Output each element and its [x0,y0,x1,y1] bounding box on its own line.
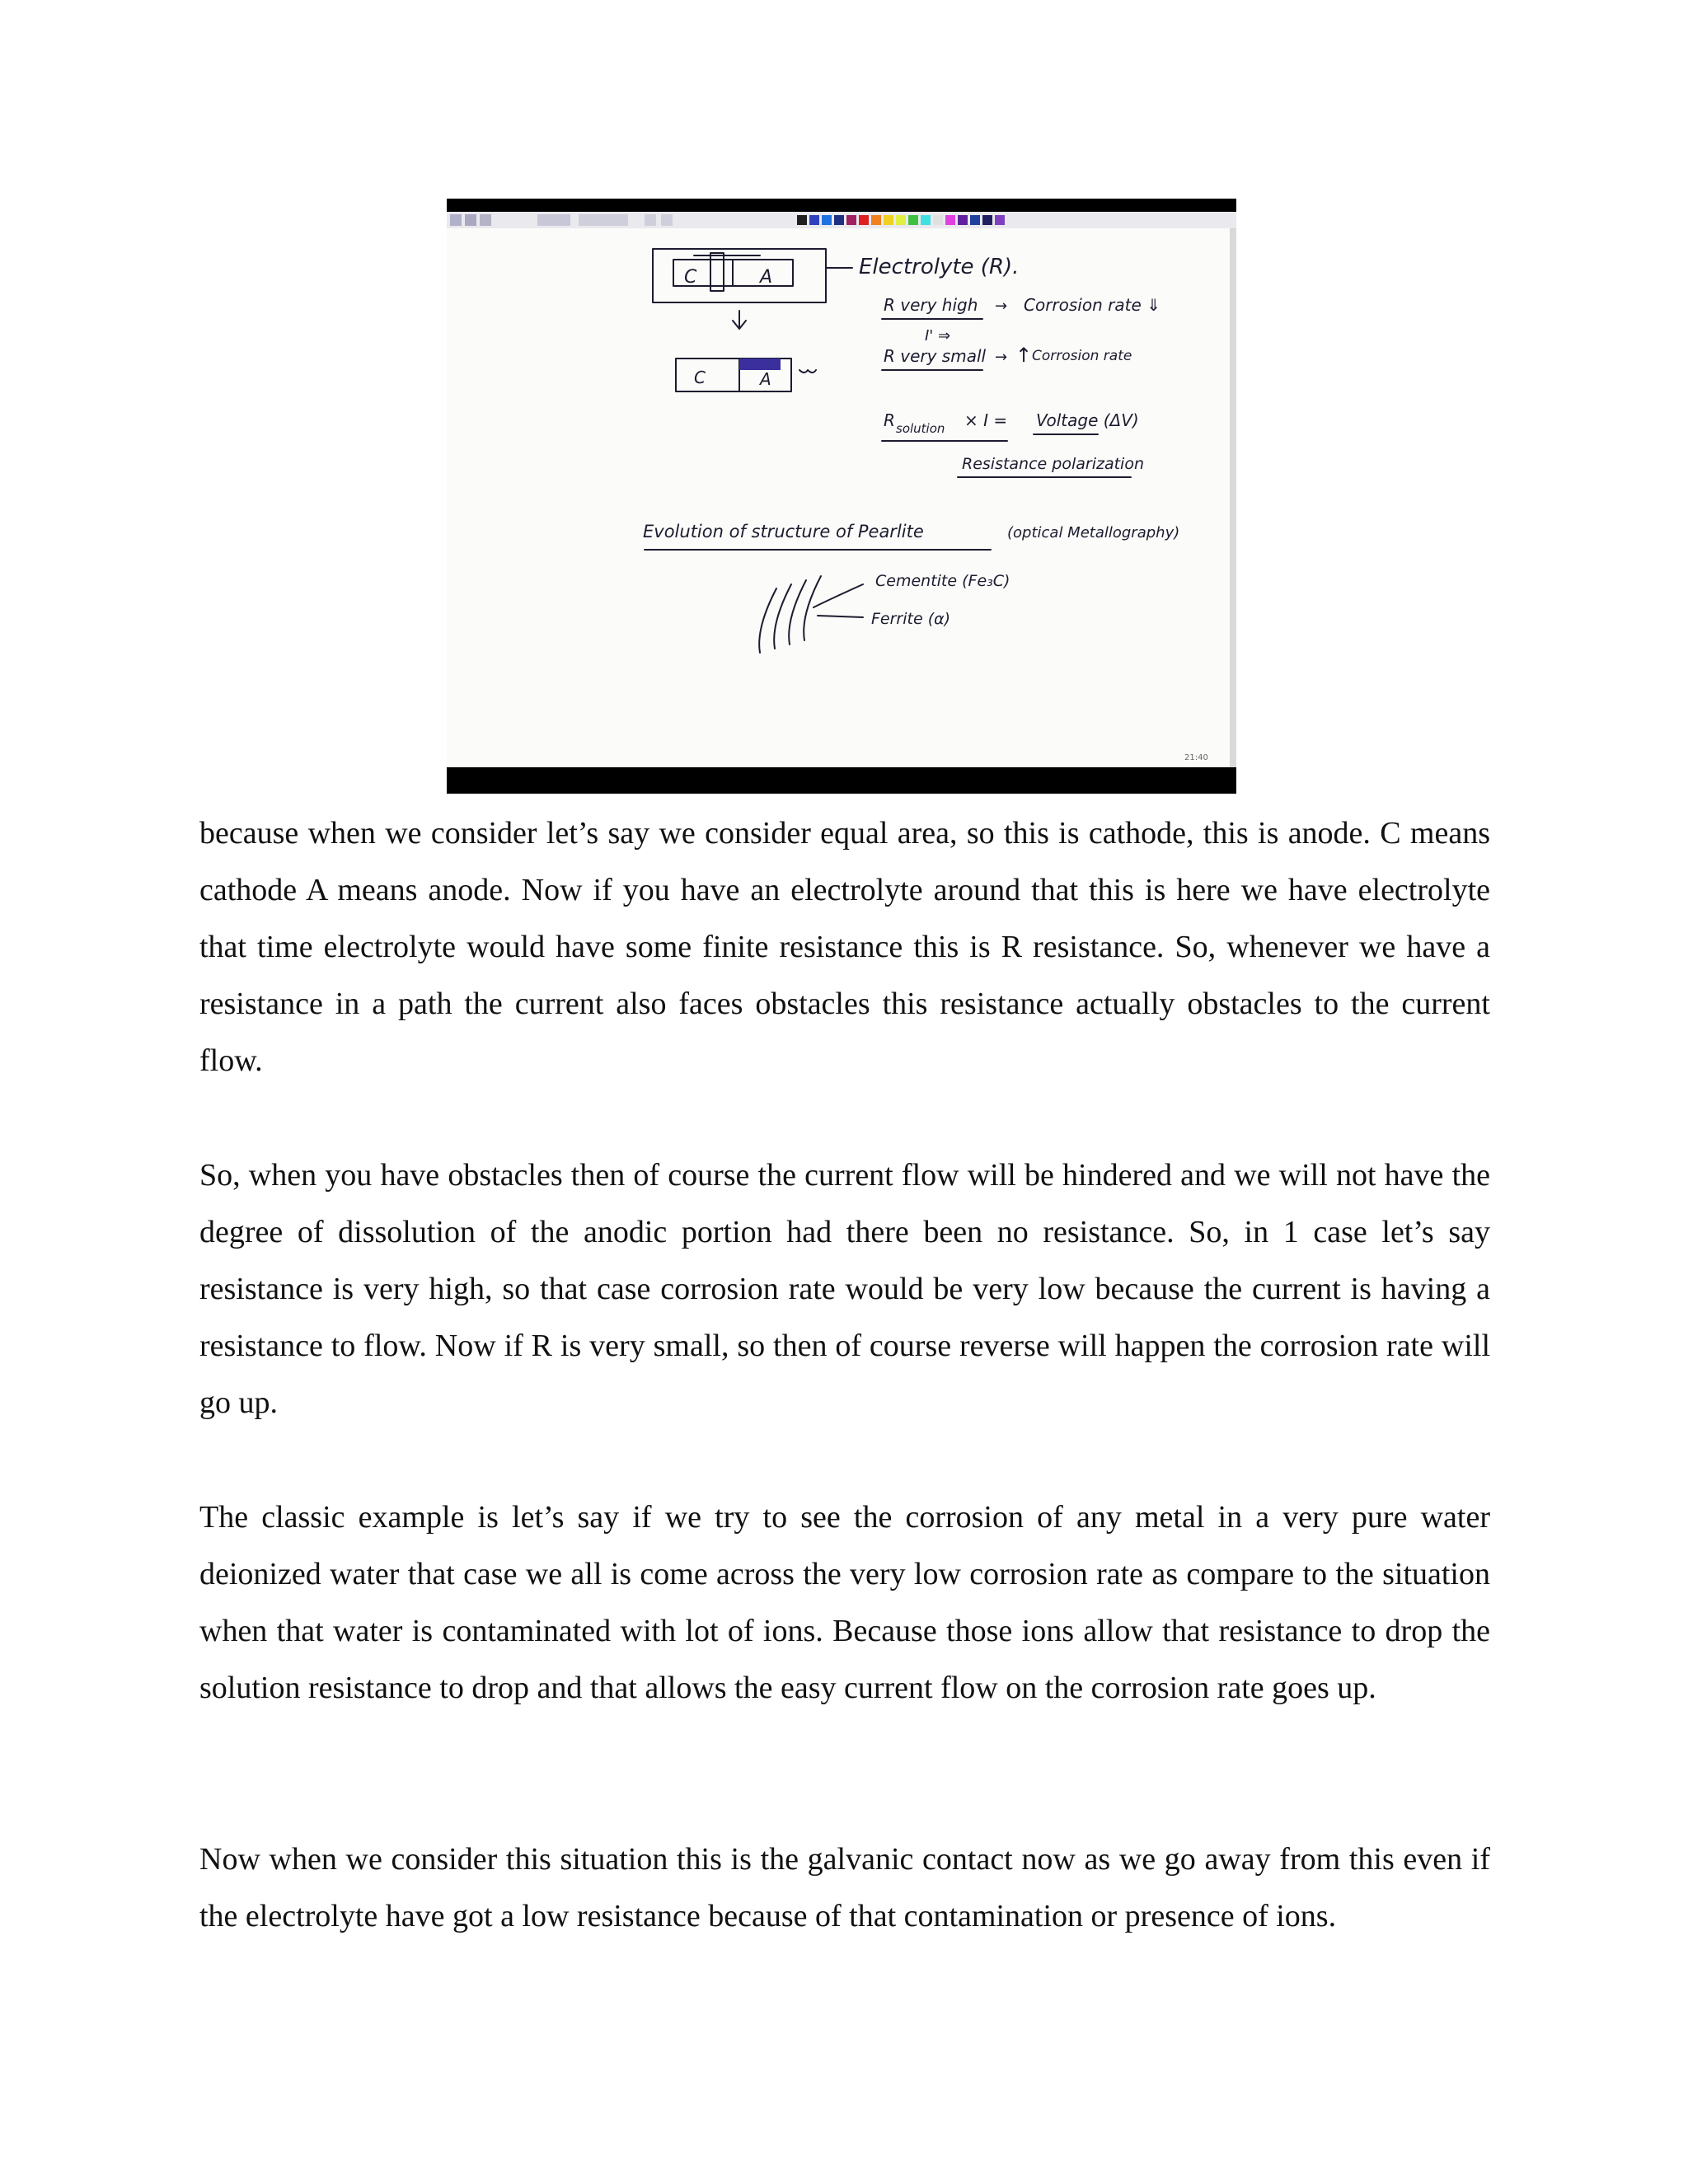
r-very-high-note: R very high [884,295,978,315]
anode-dissolution-mark [739,359,781,370]
color-palette [797,215,1005,225]
anode-label-bottom: A [760,369,771,389]
up-arrow-glyph: ↑ [1015,344,1033,367]
toolbar-icons [447,212,1236,228]
paragraph-1: because when we consider let’s say we consider equal area, so this is cathode, this is anode. C means cathode A means anode. Now if you have an electrolyte around that this is here we have electrolyte that time electrolyte would have some finite resistance this is R resistance. So, whenever we have a resistance in a path the current also faces obstacles this resistance actually obstacles to the current flow. [199,816,1490,1078]
video-timestamp: 21:40 [1184,753,1208,762]
lamella-line [804,576,821,640]
annotation-toolbar [447,212,1236,228]
ferrite-note: Ferrite (α) [871,610,951,628]
toolbar-icon [579,214,628,226]
leader-ferrite [818,616,863,617]
evolution-heading: Evolution of structure of Pearlite [643,522,924,541]
paragraph-2: So, when you have obstacles then of course the current flow will be hindered and we will not have the degree of dissolution of the anodic portion had there been no resistance. So, in 1 case let’s say resistance is very high, so that case corrosion rate would be very low because the current is having a resistance to flow. Now if R is very small, so then of course reverse will happen the corrosion rate will go up. [199,1158,1490,1420]
paragraph-3: The classic example is let’s say if we try to see the corrosion of any metal in a very pure water deionized water that case we all is come across the very low corrosion rate as compare to the situation when that water is contaminated with lot of ions. Because those ions allow that resistance to drop the solution resistance to drop and that allows the easy current flow on the corrosion rate goes up. [199,1500,1490,1705]
whiteboard [447,228,1230,767]
electrolyte-box [653,249,826,302]
current-note: I' ⇒ [925,327,951,344]
board-scrollbar[interactable] [1230,228,1236,767]
anode-label-top: A [760,267,773,288]
optical-metallography-note: (optical Metallography) [1007,524,1180,541]
squiggle [799,370,816,373]
toolbar-icon [450,214,462,226]
toolbar-icon [465,214,476,226]
r-very-small-note: R very small [884,346,987,366]
leader-cementite [814,584,863,607]
resistance-polarization-note: Resistance polarization [962,455,1144,473]
arrow-glyph: → [995,298,1008,315]
electrolyte-note: Electrolyte (R). [859,255,1020,279]
toolbar-icon [537,214,570,226]
lecture-video-frame [447,199,1236,794]
toolbar-icon [480,214,491,226]
corrosion-rate-up-note: Corrosion rate [1032,348,1132,364]
handwritten-notes [447,228,1230,767]
cathode-label-top: C [684,267,697,288]
cementite-note: Cementite (Fe₃C) [875,572,1010,590]
r-solution-note: R [884,410,895,430]
arrow-glyph: → [995,349,1008,366]
voltage-note: Voltage (ΔV) [1036,410,1139,430]
toolbar-icon [661,214,673,226]
corrosion-rate-down-note: Corrosion rate ⇓ [1024,295,1160,315]
paragraph-4: Now when we consider this situation this is the galvanic contact now as we go away from this even if the electrolyte have got a low resistance because of that contamination or presence of ions. [199,1842,1490,1933]
r-solution-subscript: solution [896,421,945,436]
times-i-note: × I = [964,410,1008,430]
cathode-label-bottom: C [694,368,706,387]
toolbar-icon [645,214,656,226]
